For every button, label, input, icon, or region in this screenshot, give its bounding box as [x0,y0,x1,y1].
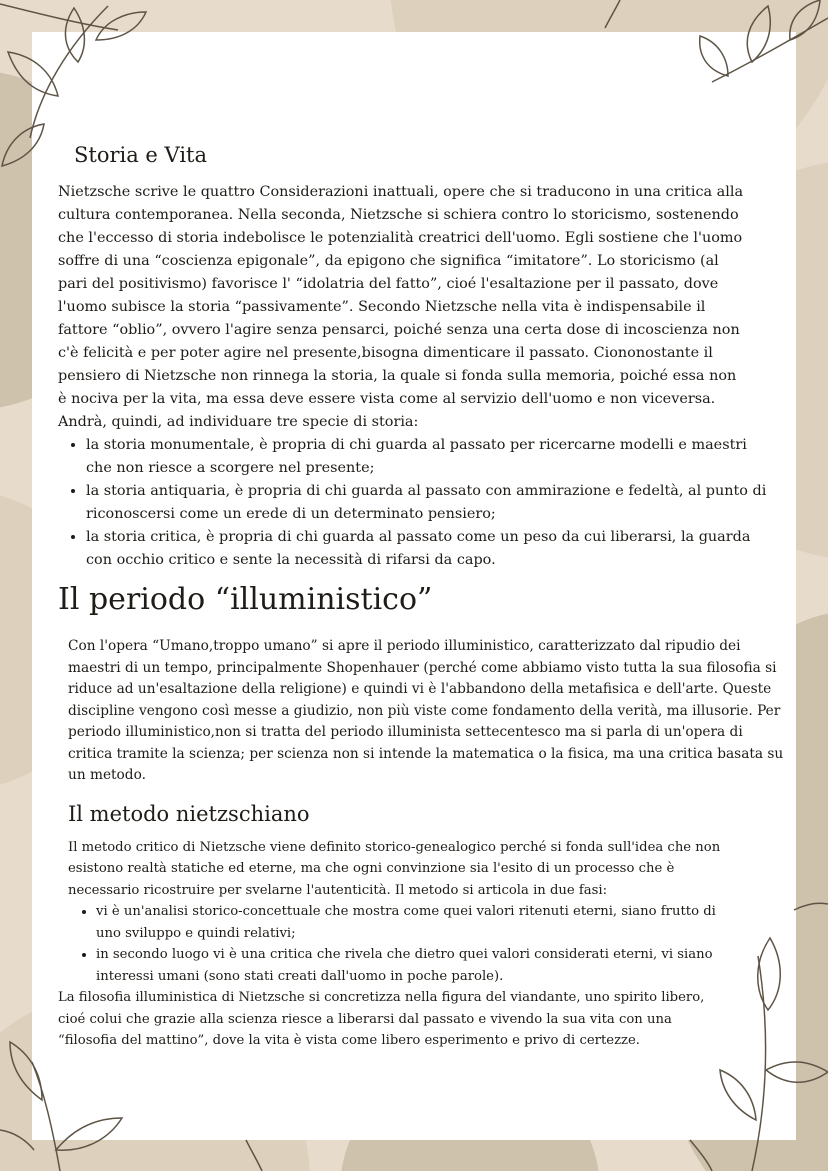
section-title-metodo-nietzschiano: Il metodo nietzschiano [68,801,310,826]
section-title-storia-e-vita: Storia e Vita [74,143,207,167]
section-paragraph: Il metodo critico di Nietzsche viene definito storico-genealogico perché si fonda sull'idea che non esistono realtà statiche ed eterne, ma che ogni convinzione sia l'esito di un processo che è necessario ricostruire per svelarne l'autenticità. Il metodo si articola in due fasi: [68,839,721,898]
section-paragraph: Nietzsche scrive le quattro Considerazioni inattuali, opere che si traducono in una critica alla cultura contemporanea. Nella seconda, Nietzsche si schiera contro lo storicismo, sostenendo che l'eccesso di storia indebolisce le potenzialità creatrici dell'uomo. Egli sostiene che l'uomo soffre di una “coscienza epigonale”, da epigono che significa “imitatore”. Lo storicismo (al pari del positivismo) favorisce l' “idolatria del fatto”, cioé l'esaltazione per il passato, dove l'uomo subisce la storia “passivamente”. Secondo Nietzsche nella vita è indispensabile il fattore “oblio”, ovvero l'agire senza pensarci, poiché senza una certa dose di incoscienza non c'è felicità e per poter agire nel presente,bisogna dimenticare il passato. Ciononostante il pensiero di Nietzsche non rinnega la storia, la quale si fonda sulla memoria, poiché essa non è nociva per la vita, ma essa deve essere vista come al servizio dell'uomo e non viceversa. Andrà, quindi, ad individuare tre specie di storia: [58,184,744,430]
list-item: • la storia antiquaria, è propria di chi guarda al passato con ammirazione e fedeltà, al punto di riconoscersi come un erede di un determinato pensiero; [86,480,776,526]
list-item: • in secondo luogo vi è una critica che rivela che dietro quei valori considerati eterni, vi siano interessi umani (sono stati creati dall'uomo in poche parole). [96,944,736,987]
section-paragraph: Con l'opera “Umano,troppo umano” si apre il periodo illuministico, caratterizzato dal ripudio dei maestri di un tempo, principalmente Shopenhauer (perché come abbiamo visto tutta la sua filosofia si riduce ad un'esaltazione della religione) e quindi vi è l'abbandono della metafisica e dell'arte. Queste discipline vengono così messe a giudizio, non più viste come fondamento della verità, ma illusorie. Per periodo illuministico,non si tratta del periodo illuminista settecentesco ma si parla di un'opera di critica tramite la scienza; per scienza non si intende la matematica o la fisica, ma una critica basata su un metodo. [68,638,784,783]
closing-paragraph: La filosofia illuministica di Nietzsche si concretizza nella figura del viandante, uno spirito libero, cioé colui che grazie alla scienza riesce a liberarsi dal passato e vivendo la sua vita con una “filosofia del mattino”, dove la vita è vista come libero esperimento e privo di certezze. [58,990,705,1048]
list-item: • la storia monumentale, è propria di chi guarda al passato per ricercarne modelli e maestri che non riesce a scorgere nel presente; [86,434,776,480]
list-item: • vi è un'analisi storico-concettuale che mostra come quei valori ritenuti eterni, siano frutto di uno sviluppo e quindi relativi; [96,901,736,944]
section-title-periodo-illuministico: Il periodo “illuministico” [58,582,433,617]
list-item: • la storia critica, è propria di chi guarda al passato come un peso da cui liberarsi, la guarda con occhio critico e sente la necessità di rifarsi da capo. [86,526,776,572]
